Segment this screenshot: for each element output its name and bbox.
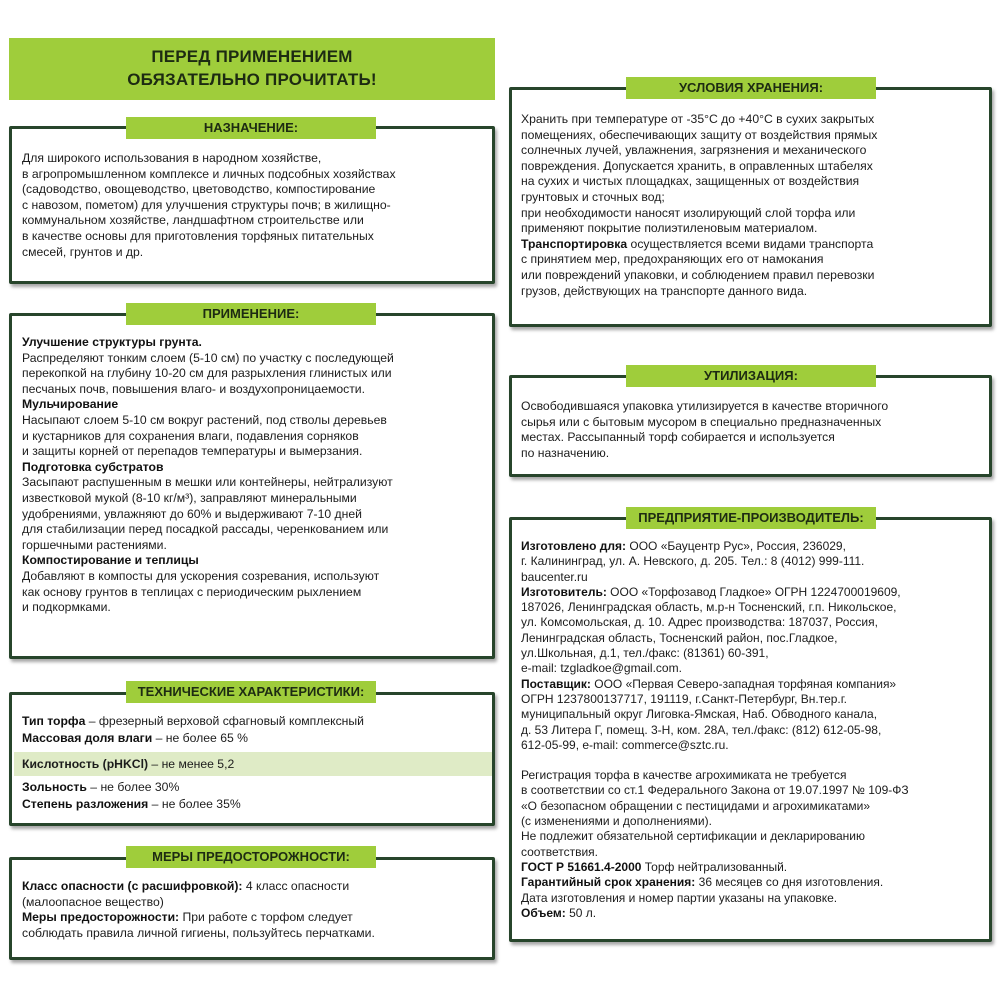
tech-row-ash: Зольность – не более 30% — [22, 780, 180, 794]
warning-line-2: ОБЯЗАТЕЛЬНО ПРОЧИТАТЬ! — [127, 70, 377, 89]
manufacturer-title: ПРЕДПРИЯТИЕ-ПРОИЗВОДИТЕЛЬ: — [626, 507, 876, 529]
storage-text: Хранить при температуре от -35°С до +40°С в сухих закрытых помещениях, обеспечивающих защиту от воздействия прямых солнечных лучей, увлажнения, загрязнения и механического повреждения. Допускается хранить, в оправленных штабелях на сухих и чистых площадках, защищенных от воздействия грунтовых и сточных вод; при необходимости наносят изолирующий слой торфа или применяют покрытие полиэтиленовым материалом. Транспортировка осуществляется всеми видами транспорта с принятием мер, предохраняющих его от намокания или повреждений упаковки, и соблюдением правил перевозки грузов, действующих на транспорте данного вида. — [521, 112, 878, 298]
purpose-text: Для широкого использования в народном хозяйстве, в агропромышленном комплексе и личных подсобных хозяйствах (садоводство, овощеводство, цветоводство, компостирование с навозом, пометом) для улучшения структуры почв; в жилищно- коммунальном хозяйстве, ландшафтном строительстве или в качестве основы для приготовления торфяных питательных смесей, грунтов и др. — [22, 151, 396, 259]
tech-row-acidity: Кислотность (pHKCl) – не менее 5,2 — [14, 752, 492, 776]
application-heading-3: Подготовка субстратов — [22, 459, 164, 474]
purpose-title: НАЗНАЧЕНИЕ: — [126, 117, 376, 139]
application-text: Улучшение структуры грунта. Распределяют тонким слоем (5-10 см) по участку с последующей перекопкой на глубину 10-20 см для разрыхления глинистых или песчаных почв, повышения влаго- и воздухопроницаемости. Мульчирование Насыпают слоем 5-10 см вокруг растений, под стволы деревьев и кустарников для сохранения влаги, подавления сорняков и защиты корней от перепадов температуры и вымерзания. Подготовка субстратов Засыпают распушенным в мешки или контейнеры, нейтрализуют известковой мукой (8-10 кг/м³), заправляют минеральными удобрениями, увлажняют до 60% и выдерживают 7-10 дней для стабилизации перед посадкой рассады, черенкованием или горшечными растениями. Компостирование и теплицы Добавляют в компосты для ускорения созревания, используют как основу грунтов в теплицах с периодическим рыхлением и подкормками. — [22, 335, 394, 615]
application-heading-2: Мульчирование — [22, 397, 119, 412]
warning-banner — [9, 38, 495, 100]
tech-row-moisture: Массовая доля влаги – не более 65 % — [22, 731, 249, 745]
manufacturer-text: Изготовлено для: ООО «Бауцентр Рус», Россия, 236029, г. Калининград, ул. А. Невского, д. 205. Тел.: 8 (4012) 999-111. baucenter.ru Изготовитель: ООО «Торфозавод Гладкое» ОГРН 1224700019609, 187026, Ленинградская область, м.р-н Тосненский, г.п. Никольское, ул. Комсомольская, д. 10. Адрес производства: 187037, Россия, Ленинградская область, Тосненский район, пос.Гладкое, ул.Школьная, д.1, тел./факс: (81361) 60-391, e-mail: tzgladkoe@gmail.com. Поставщик: ООО «Первая Северо-западная торфяная компания» ОГРН 1237800137717, 191119, г.Санкт-Петербург, Вн.тер.г. муниципальный округ Лиговка-Ямская, Наб. Обводного канала, д. 53 Литера Г, помещ. 3-Н, ком. 28А, тел./факс: (812) 612-05-98, 612-05-99, e-mail: commerce@sztc.ru. Регистрация торфа в качестве агрохимиката не требуется в соответствии со ст.1 Федерального Закона от 19.07.1997 № 109-ФЗ «О безопасном обращении с пестицидами и агрохимикатами» (с изменениями и дополнениями). Не подлежит обязательной сертификации и декларированию соответствия. ГОСТ Р 51661.4-2000 Торф нейтрализованный. Гарантийный срок хранения: 36 месяцев со дня изготовления. Дата изготовления и номер партии указаны на упаковке. Объем: 50 л. — [521, 539, 987, 921]
transport-label: Транспортировка — [521, 236, 628, 251]
storage-title: УСЛОВИЯ ХРАНЕНИЯ: — [626, 77, 876, 99]
warning-line-1: ПЕРЕД ПРИМЕНЕНИЕМ — [151, 47, 353, 66]
precautions-title: МЕРЫ ПРЕДОСТОРОЖНОСТИ: — [126, 846, 376, 868]
tech-row-type: Тип торфа – фрезерный верховой сфагновый комплексный — [22, 714, 364, 728]
disposal-text: Освободившаяся упаковка утилизируется в качестве вторичного сырья или с бытовым мусором в специально предназначенных местах. Рассыпанный торф собирается и используется по назначению. — [521, 399, 889, 460]
tech-title: ТЕХНИЧЕСКИЕ ХАРАКТЕРИСТИКИ: — [126, 681, 376, 703]
application-heading-1: Улучшение структуры грунта. — [22, 335, 202, 349]
baucenter-link: baucenter.ru — [521, 569, 588, 584]
precautions-text: Класс опасности (с расшифровкой): 4 класс опасности (малоопасное вещество) Меры предосторожности: При работе с торфом следует соблюдать правила личной гигиены, пользуйтесь перчатками. — [22, 879, 375, 940]
disposal-title: УТИЛИЗАЦИЯ: — [626, 365, 876, 387]
application-title: ПРИМЕНЕНИЕ: — [126, 303, 376, 325]
application-heading-4: Компостирование и теплицы — [22, 553, 199, 568]
tech-row-decomposition: Степень разложения – не более 35% — [22, 797, 241, 811]
